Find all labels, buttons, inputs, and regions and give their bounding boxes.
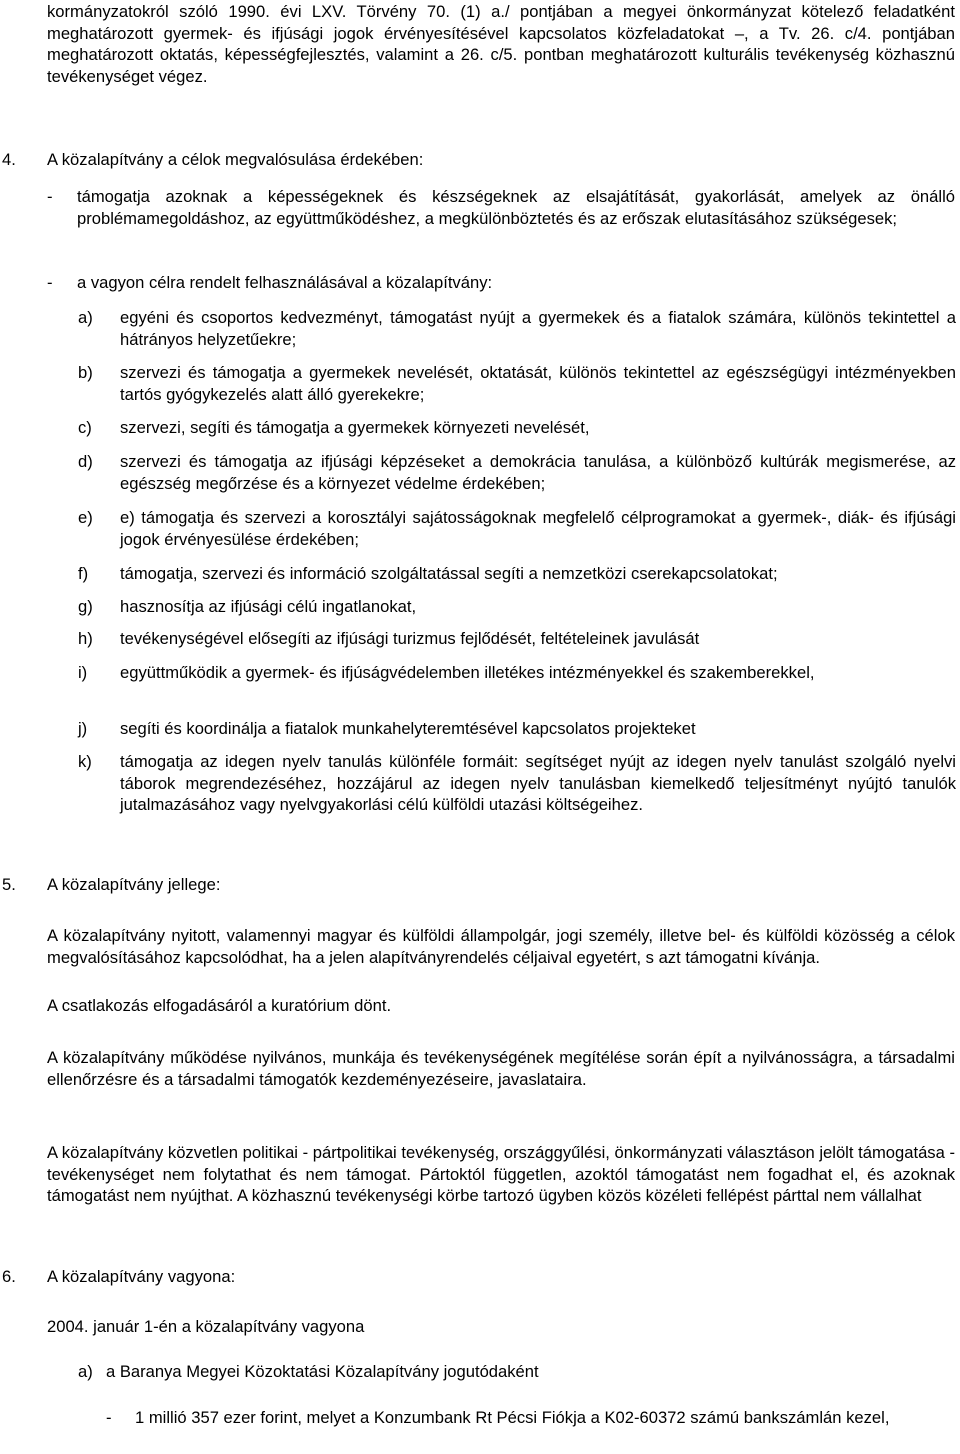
- section-5-number: 5.: [2, 875, 16, 894]
- item-label-d: d): [78, 452, 93, 471]
- item-label-j: j): [78, 719, 88, 738]
- item-a: egyéni és csoportos kedvezményt, támogatást nyújt a gyermekek és a fiatalok számára, különös tekintettel a hátrányos helyzetűekre;: [120, 308, 956, 349]
- section-6-dash-marker: -: [106, 1408, 112, 1427]
- section-5-heading: A közalapítvány jellege:: [47, 875, 221, 894]
- section-4-number: 4.: [2, 150, 16, 169]
- section-6-dash-item: 1 millió 357 ezer forint, melyet a Konzumbank Rt Pécsi Fiókja a K02-60372 számú bankszámlán kezel,: [135, 1408, 890, 1427]
- section-4-heading: A közalapítvány a célok megvalósulása érdekében:: [47, 150, 424, 169]
- item-label-h: h): [78, 629, 93, 648]
- item-label-i: i): [78, 663, 88, 682]
- item-label-f: f): [78, 564, 89, 583]
- dash-item-assets: a vagyon célra rendelt felhasználásával a közalapítvány:: [77, 273, 493, 292]
- item-label-b: b): [78, 363, 93, 382]
- section-6-heading: A közalapítvány vagyona:: [47, 1267, 236, 1286]
- dash-marker-2: -: [47, 273, 53, 292]
- section-5-paragraph-1b: A csatlakozás elfogadásáról a kuratórium dönt.: [47, 996, 392, 1015]
- dash-item-skills: támogatja azoknak a képességeknek és készségeknek az elsajátítását, gyakorlását, amelyek az önálló problémamegoldáshoz, az együttműködéshez, a megkülönböztetés és az erőszak elutasításához szükségesek;: [77, 187, 955, 228]
- item-label-a: a): [78, 308, 93, 327]
- item-j: segíti és koordinálja a fiatalok munkahelyteremtésével kapcsolatos projekteket: [120, 719, 696, 738]
- item-b: szervezi és támogatja a gyermekek nevelését, oktatását, különös tekintettel az egészségügyi intézményekben tartós gyógykezelés alatt álló gyerekekre;: [120, 363, 956, 404]
- item-h: tevékenységével elősegíti az ifjúsági turizmus fejlődését, feltételeinek javulását: [120, 629, 700, 648]
- item-label-g: g): [78, 597, 93, 616]
- section-5-paragraph-3: A közalapítvány közvetlen politikai - pártpolitikai tevékenység, országgyűlési, önkormányzati választáson jelölt támogatása - tevékenységet nem folytathat és nem támogat. Pártoktól független, azoktól támogatást nem fogadhat el, és azoknak támogatást nem nyújthat. A közhasznú tevékenységi körbe tartozó ügyben közös közéleti fellépést párttal nem vállalhat: [47, 1143, 955, 1205]
- item-label-c: c): [78, 418, 92, 437]
- item-c: szervezi, segíti és támogatja a gyermekek környezeti nevelését,: [120, 418, 590, 437]
- section-6-paragraph-1: 2004. január 1-én a közalapítvány vagyona: [47, 1317, 365, 1336]
- item-label-k: k): [78, 752, 92, 771]
- item-e: e) támogatja és szervezi a korosztályi sajátosságoknak megfelelő célprogramokat a gyermek-, diák- és ifjúsági jogok érvényesülése érdekében;: [120, 508, 956, 549]
- item-g: hasznosítja az ifjúsági célú ingatlanokat,: [120, 597, 417, 616]
- dash-marker-1: -: [47, 187, 53, 206]
- item-label-e: e): [78, 508, 93, 527]
- item-f: támogatja, szervezi és információ szolgáltatással segíti a nemzetközi cserekapcsolatokat;: [120, 564, 778, 583]
- item-d: szervezi és támogatja az ifjúsági képzéseket a demokrácia tanulása, a különböző kultúrák megismerése, az egészség megőrzése és a környezet védelme érdekében;: [120, 452, 956, 493]
- intro-paragraph: kormányzatokról szóló 1990. évi LXV. Törvény 70. (1) a./ pontjában a megyei önkormányzat kötelező feladatként meghatározott gyermek- és ifjúsági jogok érvényesítésével kapcsolatos közfeladatokat –, a Tv. 26. c/4. pontjában meghatározott oktatás, képességfejlesztés, valamint a 26. c/5. pontban meghatározott kulturális tevékenység közhasznú tevékenységet végez.: [47, 2, 955, 86]
- section-5-paragraph-1: A közalapítvány nyitott, valamennyi magyar és külföldi állampolgár, jogi személy, illetve bel- és külföldi közösség a célok megvalósításához kapcsolódhat, ha a jelen alapítványrendelés céljaival egyetért, s azt támogatni kívánja.: [47, 926, 955, 967]
- section-6-number: 6.: [2, 1267, 16, 1286]
- section-6-item-a: a Baranya Megyei Közoktatási Közalapítvány jogutódaként: [106, 1362, 539, 1381]
- item-i: együttműködik a gyermek- és ifjúságvédelemben illetékes intézményekkel és szakemberekkel,: [120, 663, 815, 682]
- section-6-item-label-a: a): [78, 1362, 93, 1381]
- section-5-paragraph-2: A közalapítvány működése nyilvános, munkája és tevékenységének megítélése során épít a nyilvánosságra, a társadalmi ellenőrzésre és a társadalmi támogatók kezdeményezéseire, javaslataira.: [47, 1048, 955, 1089]
- item-k: támogatja az idegen nyelv tanulás különféle formáit: segítséget nyújt az idegen nyelv tanulást szolgáló nyelvi táborok megrendezéséhez, hozzájárul az idegen nyelv tanulásban kiemelkedő teljesítményt nyújtó tanulók jutalmazásához vagy nyelvgyakorlási célú külföldi utazási költségeihez.: [120, 752, 956, 814]
